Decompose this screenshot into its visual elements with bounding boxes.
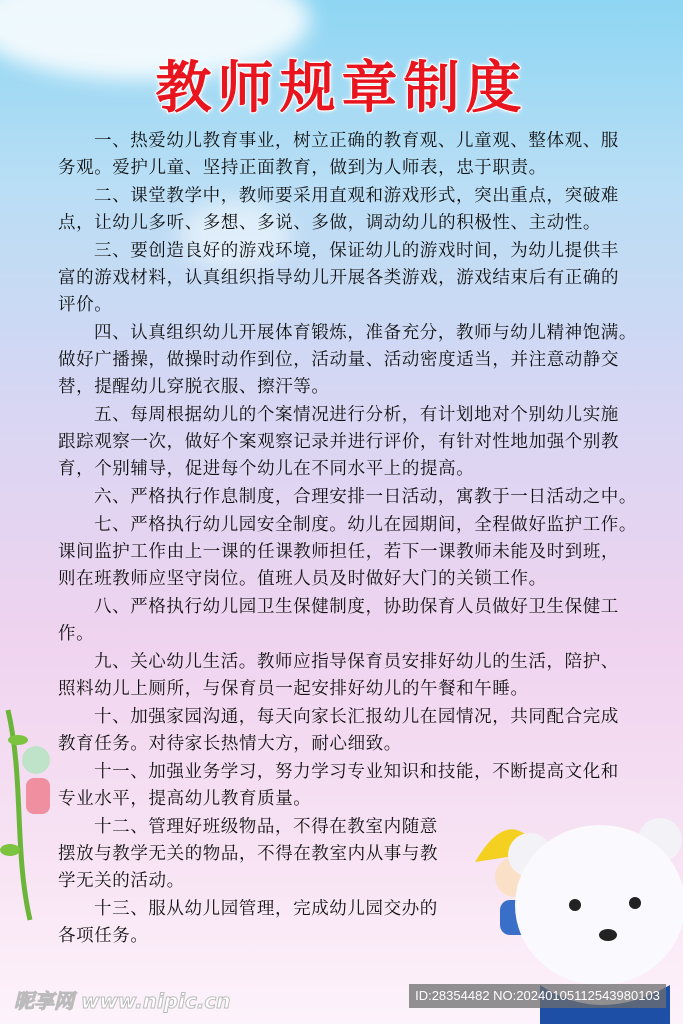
rule-line: 五、每周根据幼儿的个案情况进行分析，有计划地对个别幼儿实施 (94, 405, 619, 425)
rule-paragraph (58, 484, 638, 511)
rule-line: 则在班教师应坚守岗位。值班人员及时做好大门的关锁工作。 (58, 569, 547, 589)
rule-line: 摆放与教学无关的物品，不得在教室内从事与教 (58, 844, 439, 864)
page-title: 教师规章制度 (155, 56, 528, 121)
rule-paragraph (58, 128, 638, 182)
rule-line: 一、热爱幼儿教育事业，树立正确的教育观、儿童观、整体观、服 (94, 131, 619, 151)
rule-line: 十一、加强业务学习，努力学习专业知识和技能，不断提高文化和 (94, 762, 619, 782)
rule-paragraph (58, 814, 638, 895)
rule-paragraph (58, 402, 638, 483)
rule-paragraph (58, 183, 638, 237)
rule-line: 九、关心幼儿生活。教师应指导保育员安排好幼儿的生活，陪护、 (94, 652, 619, 672)
rule-line: 各项任务。 (58, 926, 149, 946)
image-id-label: ID:28354482 NO:20240105112543980103 (409, 984, 666, 1008)
rule-line: 点，让幼儿多听、多想、多说、多做，调动幼儿的积极性、主动性。 (58, 213, 601, 233)
rule-paragraph (58, 512, 638, 593)
plant-girl-illustration (0, 700, 54, 930)
rule-paragraph (58, 238, 638, 319)
rule-line: 教育任务。对待家长热情大方，耐心细致。 (58, 734, 402, 754)
rule-paragraph (58, 649, 638, 703)
rule-line: 八、严格执行幼儿园卫生保健制度，协助保育人员做好卫生保健工 (94, 597, 619, 617)
rule-line: 替，提醒幼儿穿脱衣服、擦汗等。 (58, 377, 330, 397)
rule-paragraph (58, 704, 638, 758)
rule-paragraph (58, 594, 638, 648)
rule-paragraph (58, 759, 638, 813)
rule-paragraph (58, 320, 638, 401)
rule-line: 育，个别辅导，促进每个幼儿在不同水平上的提高。 (58, 459, 475, 479)
rule-line: 四、认真组织幼儿开展体育锻炼，准备充分，教师与幼儿精神饱满。 (94, 323, 637, 343)
rule-line: 做好广播操，做操时动作到位，活动量、活动密度适当，并注意动静交 (58, 350, 620, 370)
rule-line: 富的游戏材料，认真组织指导幼儿开展各类游戏，游戏结束后有正确的 (58, 268, 620, 288)
rule-line: 十二、管理好班级物品，不得在教室内随意 (94, 817, 438, 837)
rule-line: 十、加强家园沟通，每天向家长汇报幼儿在园情况，共同配合完成 (94, 707, 619, 727)
rule-line: 务观。爱护儿童、坚持正面教育，做到为人师表，忠于职责。 (58, 158, 547, 178)
watermark: 昵享网 www.nipic.cn (14, 989, 231, 1013)
rule-line: 评价。 (58, 295, 113, 315)
rule-line: 学无关的活动。 (58, 871, 185, 891)
rule-line: 十三、服从幼儿园管理，完成幼儿园交办的 (94, 899, 438, 919)
rule-line: 跟踪观察一次，做好个案观察记录并进行评价，有针对性地加强个别教 (58, 432, 620, 452)
rule-paragraph (58, 896, 638, 950)
rule-line: 作。 (58, 624, 95, 644)
rule-line: 三、要创造良好的游戏环境，保证幼儿的游戏时间，为幼儿提供丰 (94, 241, 619, 261)
rule-line: 六、严格执行作息制度，合理安排一日活动，寓教于一日活动之中。 (94, 487, 637, 507)
rule-line: 课间监护工作由上一课的任课教师担任，若下一课教师未能及时到班， (58, 542, 620, 562)
rule-line: 七、严格执行幼儿园安全制度。幼儿在园期间，全程做好监护工作。 (94, 515, 637, 535)
rules-body (58, 128, 638, 951)
rule-line: 照料幼儿上厕所，与保育员一起安排好幼儿的午餐和午睡。 (58, 679, 529, 699)
rule-line: 专业水平，提高幼儿教育质量。 (58, 789, 312, 809)
rule-line: 二、课堂教学中，教师要采用直观和游戏形式，突出重点，突破难 (94, 186, 619, 206)
